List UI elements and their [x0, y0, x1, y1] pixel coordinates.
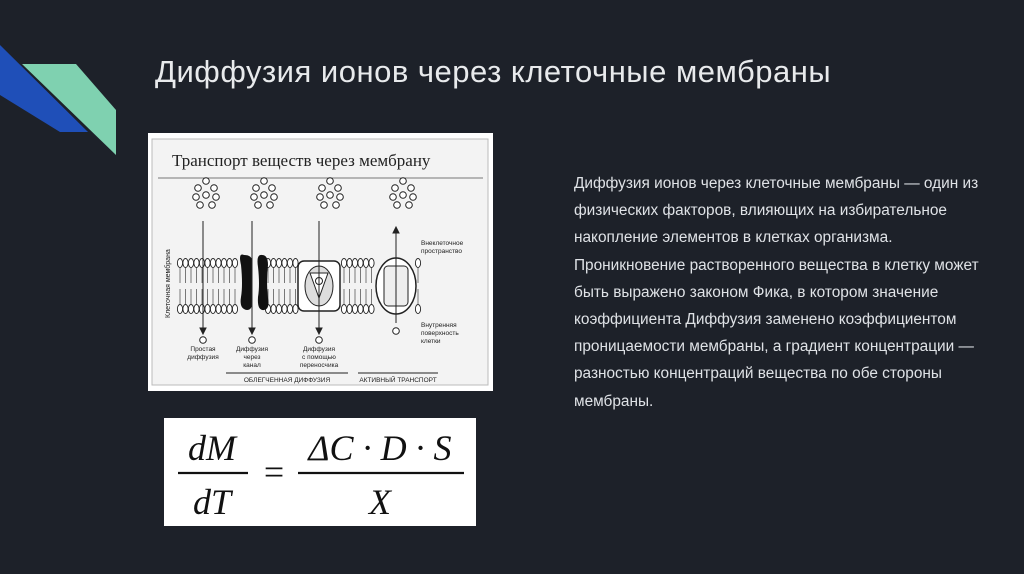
body-paragraph: Диффузия ионов через клеточные мембраны — один из физических факторов, влияющих на избирательное накопление элементов в клетках организма. Проникновение растворенного вещества в клетку может быть выражено законом Фика, в котором значение коэффициента Диффузия заменено коэффициентом проницаемости мембраны, а градиент концентрации — разностью концентраций вещества по обе стороны мембраны. — [574, 175, 979, 410]
particle — [390, 194, 397, 201]
label-carrier-1: Диффузия — [302, 346, 336, 353]
particle — [321, 202, 328, 209]
label-carrier-3: переносчика — [299, 362, 339, 369]
membrane-transport-diagram — [148, 133, 493, 391]
label-outside-1: Внеклеточное — [421, 240, 464, 247]
formula-lhs-numerator: dM — [188, 428, 236, 468]
particle — [251, 194, 258, 201]
particle — [394, 202, 401, 209]
label-channel-3: канал — [243, 362, 261, 369]
label-facilitated: ОБЛЕГЧЕННАЯ ДИФФУЗИЯ — [243, 377, 331, 384]
label-inside-2: поверхность — [421, 330, 459, 337]
particle — [261, 192, 268, 199]
particle — [255, 202, 262, 209]
fick-law-formula — [164, 418, 476, 526]
particle — [213, 194, 220, 201]
formula-rhs-numerator: ΔC · D · S — [308, 428, 452, 468]
side-label: Клеточная мембрана — [165, 249, 172, 318]
diagram-title: Транспорт веществ через мембрану — [172, 151, 431, 170]
formula-rhs-denominator: X — [369, 482, 391, 522]
particle — [267, 202, 274, 209]
label-channel-2: через — [243, 354, 261, 361]
particle — [406, 202, 413, 209]
particle — [209, 202, 216, 209]
particle — [316, 337, 323, 344]
particle — [193, 194, 200, 201]
particle — [261, 178, 268, 185]
particle — [253, 185, 260, 192]
label-simple-2: диффузия — [187, 354, 219, 361]
particle — [335, 185, 342, 192]
label-carrier-2: с помощью — [302, 354, 336, 361]
particle — [408, 185, 415, 192]
label-inside-1: Внутренняя — [421, 322, 457, 329]
particle — [333, 202, 340, 209]
particle — [319, 185, 326, 192]
particle — [392, 185, 399, 192]
particle — [317, 194, 324, 201]
particle — [203, 178, 210, 185]
particle — [327, 178, 334, 185]
particle — [249, 337, 256, 344]
particle — [410, 194, 417, 201]
corner-decoration — [0, 0, 130, 170]
label-active: АКТИВНЫЙ ТРАНСПОРТ — [359, 377, 437, 384]
particle — [203, 192, 210, 199]
particle — [327, 192, 334, 199]
particle — [200, 337, 207, 344]
particle — [211, 185, 218, 192]
particle — [337, 194, 344, 201]
particle — [400, 192, 407, 199]
particle — [195, 185, 202, 192]
slide-title: Диффузия ионов через клеточные мембраны — [155, 54, 832, 89]
formula-lhs-denominator: dT — [192, 482, 232, 522]
formula-equals: = — [263, 452, 285, 492]
particle — [269, 185, 276, 192]
particle — [393, 328, 400, 335]
label-inside-3: клетки — [421, 338, 441, 345]
label-simple-1: Простая — [190, 346, 216, 353]
particle — [197, 202, 204, 209]
label-outside-2: пространство — [421, 248, 463, 255]
particle — [400, 178, 407, 185]
label-channel-1: Диффузия — [235, 346, 269, 353]
particle — [271, 194, 278, 201]
